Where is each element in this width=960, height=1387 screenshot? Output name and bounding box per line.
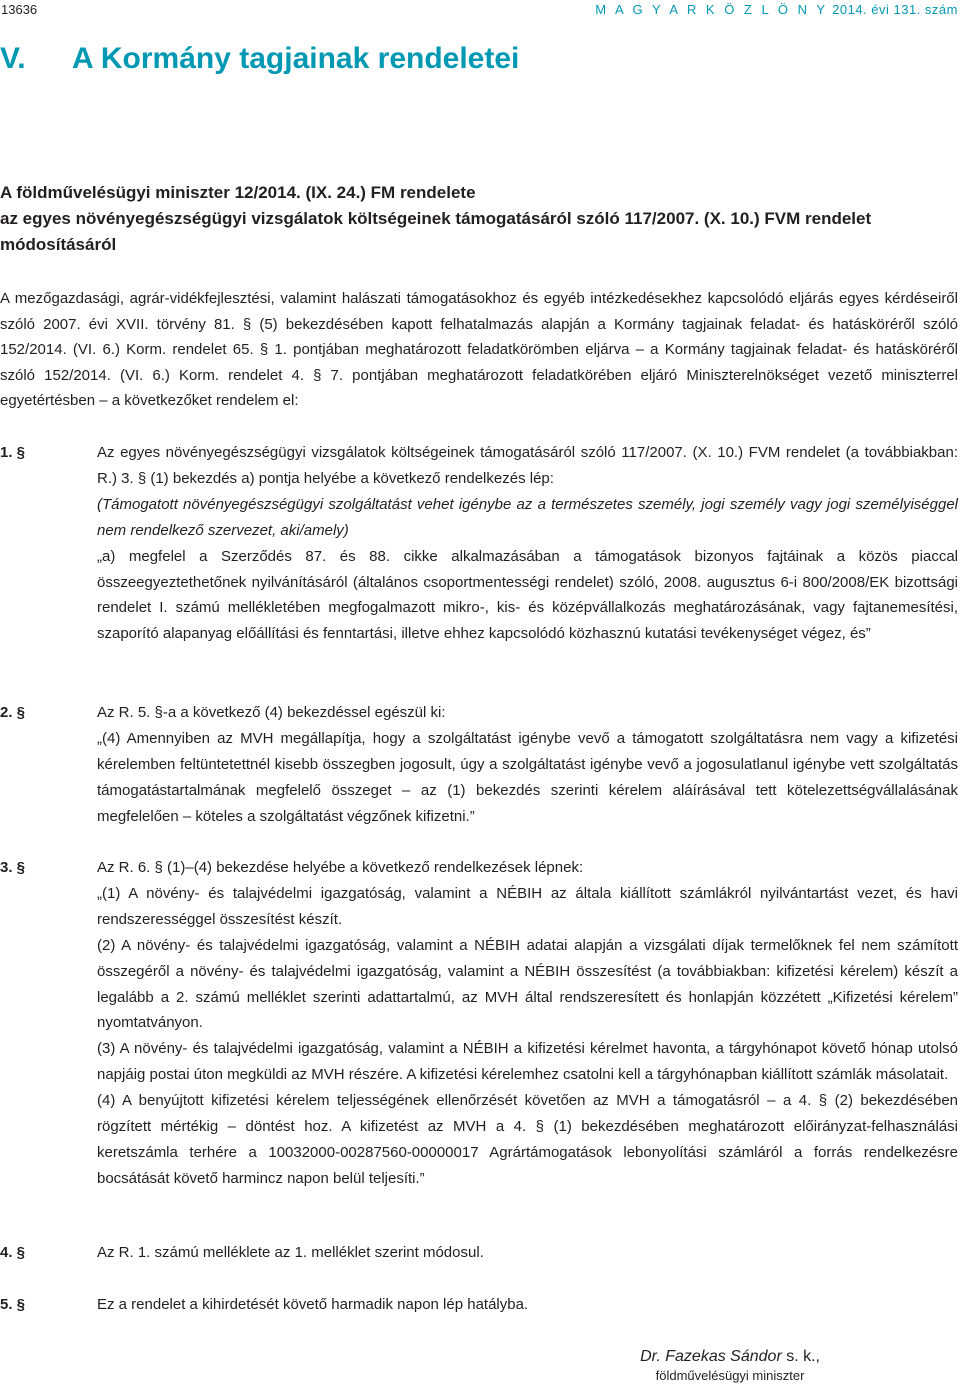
section-3 [0,855,958,1192]
section-2 [0,700,958,830]
page-number: 13636 [1,2,38,17]
section-5 [0,1292,958,1318]
section-intro: Ez a rendelet a kihirdetését követő harmadik napon lép hatályba. [97,1296,529,1313]
section-paragraph: (2) A növény- és talajvédelmi igazgatóság, valamint a NÉBIH adatai alapján a vizsgálati díjak termelőknek fel nem számított összegéről a növény- és talajvédelmi igazgatóság, valamint a NÉBIH összesítést (a továbbiakban: kifizetési kérelem) készít a legalább a 2. számú melléklet szerinti adattartalmú, az MVH által rendszeresített és honlapján közzétett „Kifizetési kérelem” nyomtatványon. [97,936,958,1032]
section-quote: „(4) Amennyiben az MVH megállapítja, hogy a szolgáltatást igénybe vevő a támogatott szolgáltatásra nem vagy a kifizetési kérelemben feltüntetettnél kisebb összegben jogosult, úgy a szolgáltatást igénybe vevő a jogosulatlanul igénybe vett szolgáltatás támogatástartalmának megfelelő összeget – az (1) bekezdés szerinti kérelem aláírásával tett kötelezettségvállalásának megfelelően – köteles a szolgáltatást végzőnek kifizetni.” [97,729,958,825]
section-number: 5. § [0,1296,26,1313]
section-paragraph: (4) A benyújtott kifizetési kérelem teljességének ellenőrzését követően az MVH a támogatásról – a 4. § (2) bekezdésében rögzített mértékig – döntést hoz. A kifizetést az MVH a 4. § (1) bekezdésében meghatározott előirányzat-felhasználási keretszámla terhére a 10032000-00287560-00000017 Agrártámogatások lebonyolítási számláról a forrás rendelkezésre bocsátását követő harmincz napon belül teljesíti.” [97,1092,958,1187]
preamble: A mezőgazdasági, agrár-vidékfejlesztési, valamint halászati támogatásokhoz és egyéb intézkedésekhez kapcsolódó eljárás egyes kérdéseiről szóló 2007. évi XVII. törvény 81. § (5) bekezdésében kapott felhatalmazás alapján a Kormány tagjainak feladat- és hatásköréről szóló 152/2014. (VI. 6.) Korm. rendelet 65. § 1. pontjában meghatározott feladatkörömben eljárva – a Kormány tagjainak feladat- és hatásköréről szóló 152/2014. (VI. 6.) Korm. rendelet 4. § 7. pontjában meghatározott feladatkörében eljáró Miniszterelnökséget vezető miniszterrel egyetértésben – a következőket rendelem el: [0,290,958,410]
section-quote: „a) megfelel a Szerződés 87. és 88. cikke alkalmazásában a támogatások bizonyos fajtáinak a közös piaccal összeegyeztethetőnek nyilvánításáról (általános csoportmentességi rendelet) szóló, 2008. augusztus 6-i 800/2008/EK bizottsági rendelet I. számú mellékletében megfogalmazott mikro-, kis- és középvállalkozás meghatározásának, vagy fajtanemesítési, szaporító alapanyag előállítási és fenntartási, illetve ehhez kapcsolódó közhasznú kutatási tevékenységet végez, és” [97,547,958,643]
section-number: 2. § [0,704,26,721]
regulation-title [0,180,958,258]
section-number: 1. § [0,444,26,461]
signatory [640,1347,820,1367]
page-header [0,2,958,22]
section-paragraph: „(1) A növény- és talajvédelmi igazgatóság, valamint a NÉBIH az általa kiállított számlákról nyilvántartást vezet, és havi rendszerességgel összesítést készít. [97,884,958,928]
section-number: 3. § [0,859,26,876]
section-4 [0,1240,958,1266]
regulation-title-line: az egyes növényegészségügyi vizsgálatok költségeinek támogatásáról szóló 117/2007. (X. 10.) FVM rendelet [0,209,872,228]
section-paragraph: (3) A növény- és talajvédelmi igazgatóság, valamint a NÉBIH a kifizetési kérelmet havonta, a tárgyhónapot követő hónap utolsó napjáig postai úton megküldi az MVH részére. A kifizetési kérelemhez csatolni kell a tárgyhónapban kiállított számlák másolatait. [97,1040,958,1084]
section-intro: Az R. 6. § (1)–(4) bekezdése helyébe a következő rendelkezések lépnek: [97,859,584,876]
chapter-number: V. [0,42,26,75]
regulation-title-line: A földművelésügyi miniszter 12/2014. (IX. 24.) FM rendelete [0,183,476,202]
section-context: (Támogatott növényegészségügyi szolgáltatást vehet igénybe az a természetes személy, jogi személy vagy jogi személyiséggel nem rendelkező szervezet, aki/amely) [97,495,958,539]
section-number: 4. § [0,1244,26,1261]
chapter-title: A Kormány tagjainak rendeletei [72,42,520,75]
regulation-title-line: módosításáról [0,235,117,254]
section-intro: Az egyes növényegészségügyi vizsgálatok költségeinek támogatásáról szóló 117/2007. (X. 10.) FVM rendelet (a továbbiakban: R.) 3. § (1) bekezdés a) pontja helyébe a következő rendelkezés lép: [97,444,958,487]
section-1 [0,440,958,647]
chapter-heading [0,42,519,76]
journal-header [595,2,958,17]
section-intro: Az R. 5. §-a a következő (4) bekezdéssel egészül ki: [97,704,446,721]
signatory-name: Dr. Fazekas Sándor [640,1348,782,1365]
section-intro: Az R. 1. számú melléklete az 1. melléklet szerint módosul. [97,1244,484,1261]
signatory-suffix: s. k., [781,1348,820,1365]
signature-block [640,1347,820,1385]
issue-number: 2014. évi 131. szám [832,2,958,17]
journal-title: M A G Y A R K Ö Z L Ö N Y [595,2,829,17]
signatory-title: földművelésügyi miniszter [655,1368,805,1383]
